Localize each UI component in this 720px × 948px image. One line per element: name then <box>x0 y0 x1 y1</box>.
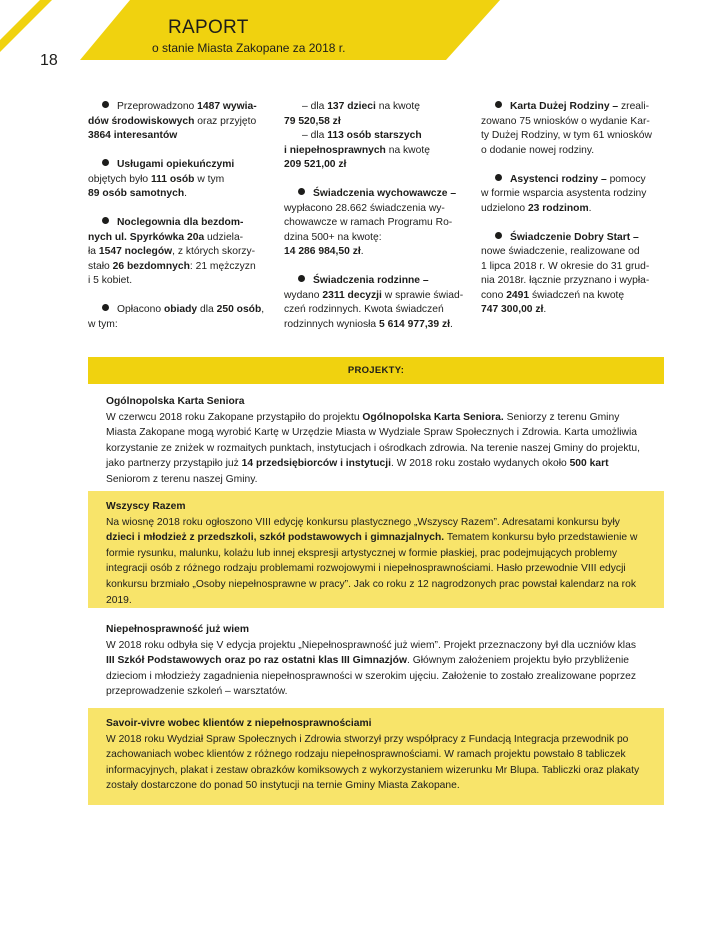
col1-paragraph-1: Przeprowadzono 1487 wywia- dów środowiskowych oraz przyjęto 3864 interesantów <box>88 101 257 141</box>
page-number: 18 <box>40 52 58 69</box>
col2-paragraph-1: – dla 137 dzieci na kwotę 79 520,58 zł – dla 113 osób starszych i niepełnosprawnych na kwotę 209 521,00 zł <box>284 101 430 170</box>
col2-paragraph-3: Świadczenia rodzinne – wydano 2311 decyzji w sprawie świad- czeń rodzinnych. Kwota świadczeń rodzinnych wyniosła 5 614 977,39 zł. <box>284 275 464 330</box>
bullet-icon <box>102 304 109 311</box>
project-body: W 2018 roku Wydział Spraw Społecznych i Zdrowia stworzył przy współpracy z Fundacją Integracja przewodnik po zachowaniach wobec klientów z różnego rodzaju niepełnosprawnościami. W ramach projektu powstało 8 tabliczek informacyjnych, plakat i zestaw obrazków komiksowych z wykorzystaniem wizerunku Mr Blupa. Tabliczki oraz plakaty zostały dostarczone do ponad 50 instytucji na ternie Gminy Miasta Zakopane. <box>106 733 640 792</box>
col3-paragraph-2: Asystenci rodziny – pomocy w formie wsparcia asystenta rodziny udzielono 23 rodzinom. <box>481 173 647 214</box>
column-3 <box>481 100 663 332</box>
column-1 <box>88 100 270 347</box>
project-title: Ogólnopolska Karta Seniora <box>106 396 245 407</box>
project-wszyscy-razem <box>88 491 664 608</box>
bullet-icon <box>102 101 109 108</box>
bullet-icon <box>298 188 305 195</box>
project-body: Na wiosnę 2018 roku ogłoszono VIII edycję konkursu plastycznego „Wszyscy Razem”. Adresatami konkursu były dzieci i młodzież z przedszkoli, szkół podstawowych i gimnazjalnych. Tematem konkursu było przedstawienie w formie rysunku, malunku, kolażu lub innej ekspresji artystycznej w formie płaskiej, prac podejmujących problemy integracji osób z różnego rodzaju problemami rozwojowymi i niepełnosprawnościami. Hasło przewodnie VIII edycji konkursu brzmiało „Osoby niepełnosprawne w pracy”. Jak co roku z 12 nagrodzonych prac powstał kalendarz na rok 2019. <box>106 516 638 606</box>
project-title: Savoir-vivre wobec klientów z niepełnosprawnościami <box>106 718 372 729</box>
col3-paragraph-3: Świadczenie Dobry Start – nowe świadczenie, realizowane od 1 lipca 2018 r. W okresie do 31 grud- nia 2018r. łącznie przyznano i wypła- cono 2491 świadczeń na kwotę 747 300,00 zł. <box>481 231 650 315</box>
bullet-icon <box>495 232 502 239</box>
col2-paragraph-2: Świadczenia wychowawcze – wypłacono 28.662 świadczenia wy- chowawcze w ramach Programu Ro- dzina 500+ na kwotę: 14 286 984,50 zł. <box>284 188 457 257</box>
project-savoir-vivre <box>88 708 664 805</box>
bullet-icon <box>102 217 109 224</box>
bullet-icon <box>298 275 305 282</box>
col1-paragraph-2: Usługami opiekuńczymi objętych było 111 osób w tym 89 osób samotnych. <box>88 159 235 199</box>
col1-paragraph-3: Noclegownia dla bezdom- nych ul. Spyrkówka 20a udziela- ła 1547 noclegów, z których skorzy- stało 26 bezdomnych: 21 mężczyzn i 5 kobiet. <box>88 217 256 286</box>
bullet-icon <box>495 101 502 108</box>
col3-paragraph-1: Karta Dużej Rodziny – zreali- zowano 75 wniosków o wydanie Kar- ty Dużej Rodziny, w tym 61 wniosków o dodanie nowej rodziny. <box>481 101 652 156</box>
project-body: W 2018 roku odbyła się V edycja projektu „Niepełnosprawność już wiem”. Projekt przeznaczony był dla uczniów klas III Szkół Podstawowych oraz po raz ostatni klas III Gimnazjów. Głównym założeniem projektu było przybliżenie dzieciom i młodzieży zagadnienia niepełnosprawności w szerokim ujęciu. Założenie to zostało zrealizowane poprzez przeprowadzenie szkoleń – warsztatów. <box>106 639 636 698</box>
column-2 <box>284 100 466 347</box>
bullet-icon <box>102 159 109 166</box>
project-body: W czerwcu 2018 roku Zakopane przystąpiło do projektu Ogólnopolska Karta Seniora. Seniorzy z terenu Gminy Miasta Zakopane mogą wyrobić Kartę w Urzędzie Miasta w Wydziale Spraw Społecznych i Zdrowia. Karta umożliwia korzystanie ze zniżek w rozmaitych punktach, instytucjach i ośrodkach zdrowia. Na terenie naszej Gminy do projektu, jako partnerzy przystąpiło już 14 przedsiębiorców i instytucji. W 2018 roku zostało wydanych około 500 kart Seniorom z terenu naszej Gminy. <box>106 411 640 485</box>
header-banner <box>0 0 720 80</box>
projekty-header: PROJEKTY: <box>88 357 664 384</box>
project-title: Wszyscy Razem <box>106 501 186 512</box>
project-karta-seniora <box>88 394 664 488</box>
report-subtitle: o stanie Miasta Zakopane za 2018 r. <box>152 41 346 55</box>
project-niepelnosprawnosc <box>88 622 664 700</box>
bullet-icon <box>495 174 502 181</box>
report-title: RAPORT <box>168 17 249 38</box>
project-title: Niepełnosprawność już wiem <box>106 624 250 635</box>
col1-paragraph-4: Opłacono obiady dla 250 osób, w tym: <box>88 304 265 330</box>
